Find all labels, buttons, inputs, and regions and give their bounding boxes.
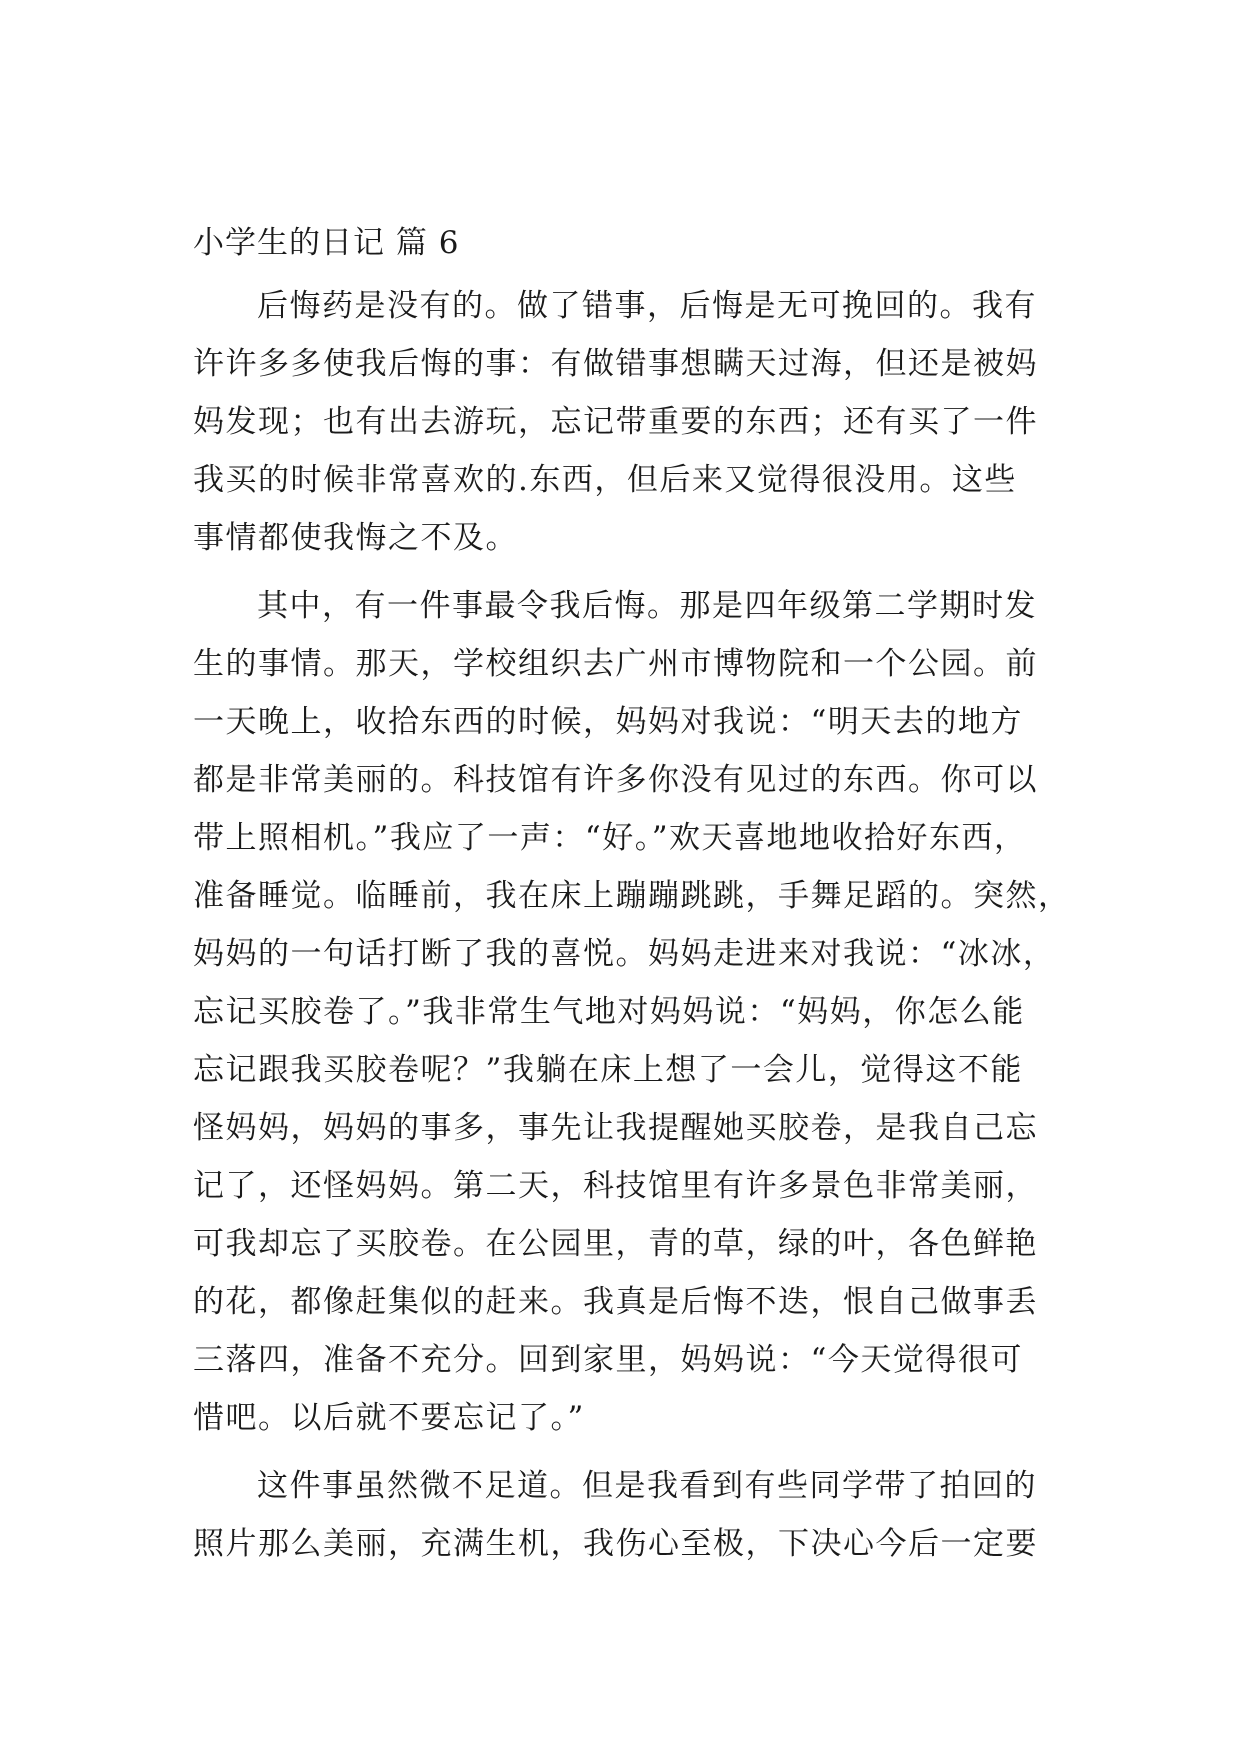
text-line: 其中，有一件事最令我后悔。那是四年级第二学期时发: [257, 588, 1037, 624]
paragraph-1: [193, 277, 1053, 567]
text-line: 妈发现；也有出去游玩，忘记带重要的东西；还有买了一件: [193, 404, 1038, 440]
text-line: 准备睡觉。临睡前，我在床上蹦蹦跳跳，手舞足蹈的。突然，: [193, 878, 1071, 914]
paragraph-3: [193, 1457, 1053, 1573]
text-line: 都是非常美丽的。科技馆有许多你没有见过的东西。你可以: [193, 762, 1038, 798]
text-line: 这件事虽然微不足道。但是我看到有些同学带了拍回的: [257, 1468, 1037, 1504]
text-line: 带上照相机。”我应了一声：“好。”欢天喜地地收拾好东西，: [193, 820, 1027, 856]
text-line: 后悔药是没有的。做了错事，后悔是无可挽回的。我有: [257, 288, 1037, 324]
text-line: 照片那么美丽，充满生机，我伤心至极，下决心今后一定要: [193, 1526, 1038, 1562]
text-line: 事情都使我悔之不及。: [193, 520, 518, 556]
document-title: 小学生的日记 篇 6: [193, 225, 460, 261]
text-line: 记了，还怪妈妈。第二天，科技馆里有许多景色非常美丽，: [193, 1168, 1038, 1204]
text-line: 三落四，准备不充分。回到家里，妈妈说：“今天觉得很可: [193, 1342, 1023, 1378]
text-line: 忘记跟我买胶卷呢？”我躺在床上想了一会儿，觉得这不能: [193, 1052, 1023, 1088]
text-line: 许许多多使我后悔的事：有做错事想瞒天过海，但还是被妈: [193, 346, 1038, 382]
document-page: [193, 221, 1071, 1583]
text-line: 忘记买胶卷了。”我非常生气地对妈妈说：“妈妈，你怎么能: [193, 994, 1025, 1030]
text-line: 怪妈妈，妈妈的事多，事先让我提醒她买胶卷，是我自己忘: [193, 1110, 1038, 1146]
text-line: 的花，都像赶集似的赶来。我真是后悔不迭，恨自己做事丢: [193, 1284, 1038, 1320]
text-line: 我买的时候非常喜欢的.东西，但后来又觉得很没用。这些: [193, 462, 1017, 498]
text-line: 惜吧。以后就不要忘记了。”: [193, 1400, 585, 1436]
text-line: 可我却忘了买胶卷。在公园里，青的草，绿的叶，各色鲜艳: [193, 1226, 1038, 1262]
text-line: 生的事情。那天，学校组织去广州市博物院和一个公园。前: [193, 646, 1038, 682]
text-line: 妈妈的一句话打断了我的喜悦。妈妈走进来对我说：“冰冰，: [193, 936, 1056, 972]
text-line: 一天晚上，收拾东西的时候，妈妈对我说：“明天去的地方: [193, 704, 1023, 740]
paragraph-2: [193, 577, 1071, 1447]
